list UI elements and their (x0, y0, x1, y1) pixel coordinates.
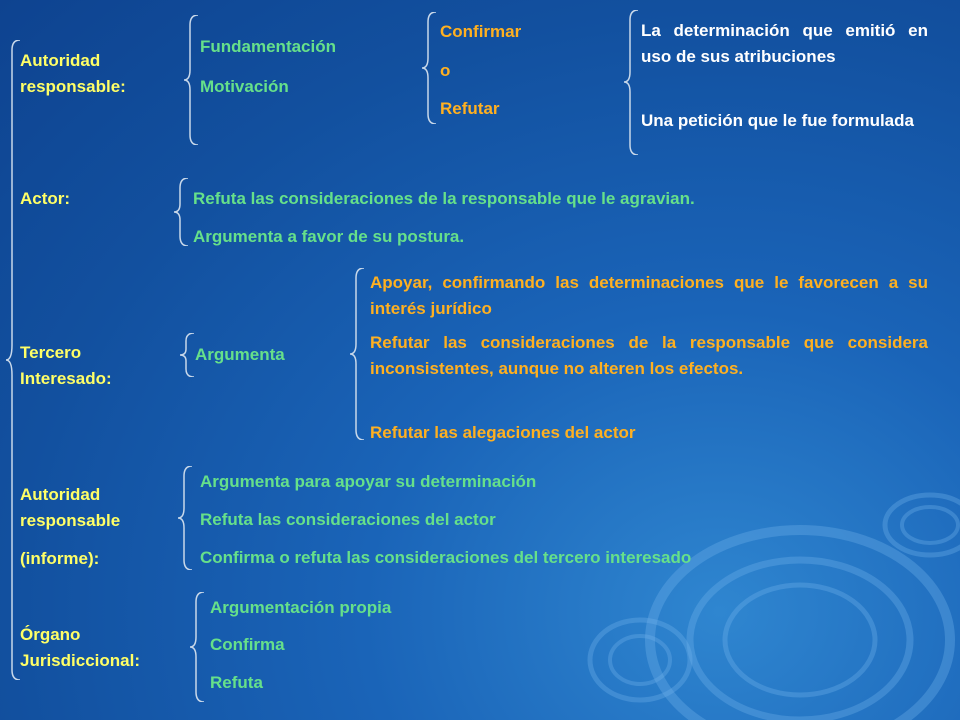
o-text: o (440, 61, 451, 80)
tercero-label: Tercero Interesado: (20, 343, 112, 388)
actor-item-1: Refuta las consideraciones de la responsable que le agravian. (193, 189, 695, 208)
informe-label-2: (informe): (20, 549, 100, 568)
refutar-text: Refutar (440, 99, 500, 118)
organo-item-3: Refuta (210, 673, 263, 692)
autoridad-label: Autoridad responsable: (20, 51, 126, 96)
informe-brace (176, 466, 196, 570)
organo-brace (188, 592, 208, 702)
informe-item-2: Refuta las consideraciones del actor (200, 510, 496, 529)
fundamentacion-text: Fundamentación (200, 37, 337, 56)
determinacion-brace (622, 10, 642, 155)
peticion-text: Una petición que le fue formulada (641, 111, 914, 130)
autoridad-brace (182, 15, 202, 145)
informe-label-1: Autoridad responsable (20, 485, 121, 530)
confirmar-brace (420, 12, 440, 124)
informe-item-1: Argumenta para apoyar su determinación (200, 472, 537, 491)
motivacion-text: Motivación (200, 77, 289, 96)
actor-brace (172, 178, 192, 246)
argumenta-text: Argumenta (195, 345, 285, 364)
tercero-item-1: Apoyar, confirmando las determinaciones que le favorecen a su interés jurídico (370, 273, 928, 318)
confirmar-text: Confirmar (440, 22, 522, 41)
tercero-items-brace (348, 268, 368, 440)
organo-item-2: Confirma (210, 635, 285, 654)
informe-item-3: Confirma o refuta las consideraciones del tercero interesado (200, 548, 692, 567)
determinacion-text: La determinación que emitió en uso de sus atribuciones (641, 21, 928, 66)
organo-item-1: Argumentación propia (210, 598, 392, 617)
actor-item-2: Argumenta a favor de su postura. (193, 227, 465, 246)
tercero-item-2: Refutar las consideraciones de la responsable que considera inconsistentes, aunque no alteren los efectos. (370, 333, 928, 378)
actor-label: Actor: (20, 189, 71, 208)
tercero-item-3: Refutar las alegaciones del actor (370, 423, 636, 442)
organo-label: Órgano Jurisdiccional: (20, 625, 140, 670)
